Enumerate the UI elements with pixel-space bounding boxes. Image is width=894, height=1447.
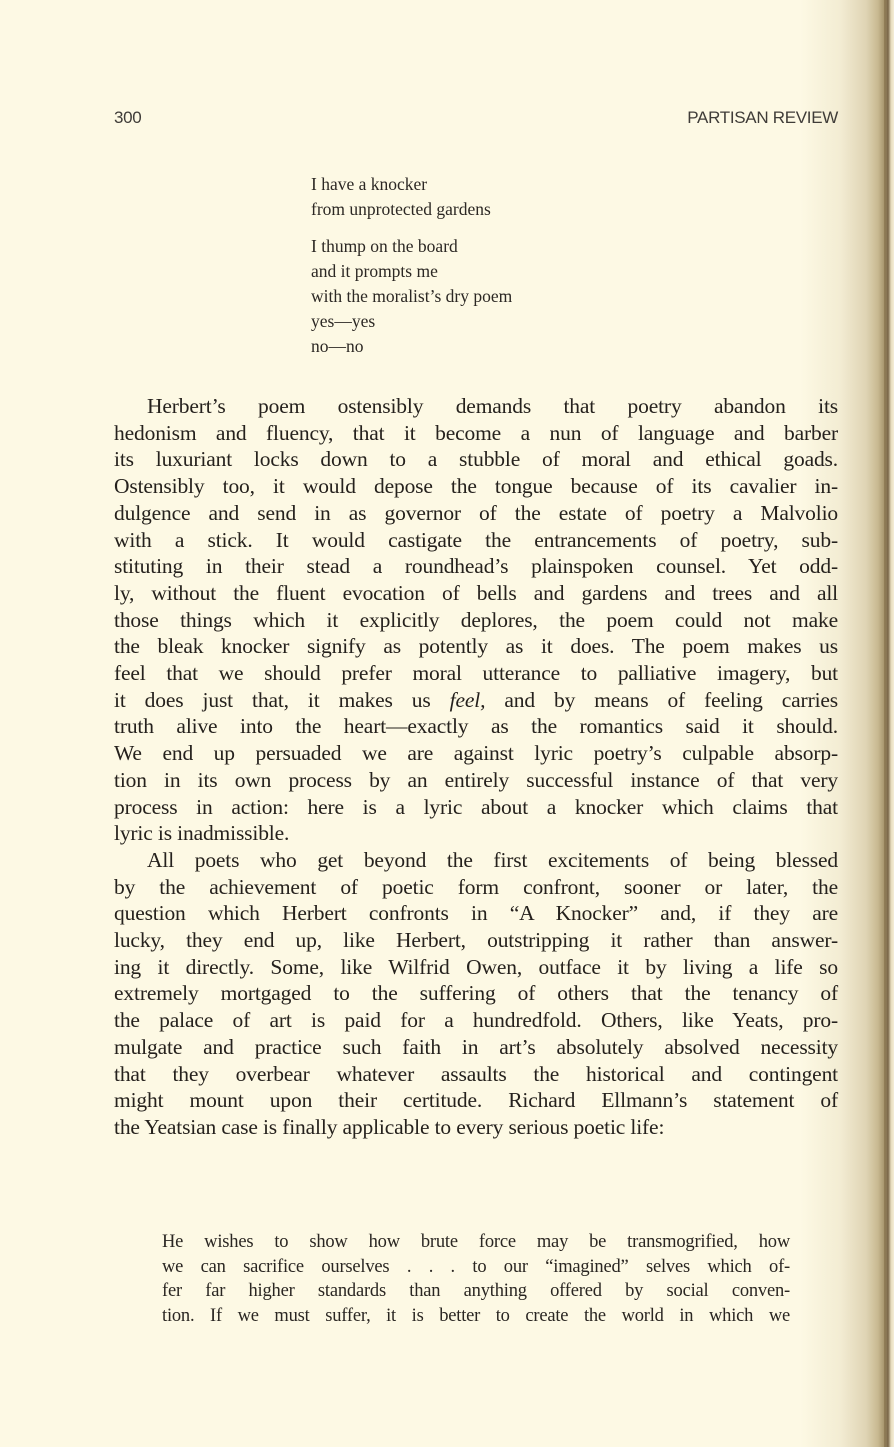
page-number: 300	[114, 108, 142, 127]
running-head	[114, 108, 838, 132]
text-line: the palace of art is paid for a hundredfold. Others, like Yeats, pro-	[114, 1008, 838, 1033]
poem-line: yes—yes	[311, 311, 376, 331]
book-spine-shadow	[884, 0, 886, 1447]
journal-title: PARTISAN REVIEW	[687, 108, 838, 127]
text-line: that they overbear whatever assaults the historical and contingent	[114, 1061, 838, 1086]
text-line: those things which it explicitly deplores, the poem could not make	[114, 607, 838, 632]
text-line: its luxuriant locks down to a stubble of moral and ethical goads.	[114, 447, 838, 472]
poem-line: no—no	[311, 336, 364, 356]
paragraph-all-poets	[114, 847, 838, 1141]
quote-line: we can sacrifice ourselves . . . to our “imagined” selves which of-	[162, 1256, 790, 1277]
poem-stanza	[311, 234, 512, 359]
text-line: process in action: here is a lyric about a knocker which claims that	[114, 794, 838, 819]
text-line: lyric is inadmissible.	[114, 821, 290, 846]
text-line: ly, without the fluent evocation of bells and gardens and trees and all	[114, 580, 838, 605]
text-line: might mount upon their certitude. Richard Ellmann’s statement of	[114, 1088, 838, 1113]
text-line: feel that we should prefer moral utterance to palliative imagery, but	[114, 661, 838, 686]
quote-line: tion. If we must suffer, it is better to create the world in which we	[162, 1305, 790, 1326]
text-line: Herbert’s poem ostensibly demands that poetry abandon its	[147, 394, 838, 418]
poem-line: from unprotected gardens	[311, 199, 491, 219]
text-line: hedonism and fluency, that it become a nun of language and barber	[114, 420, 838, 445]
text-line: the Yeatsian case is finally applicable to every serious poetic life:	[114, 1114, 665, 1139]
quote-line: He wishes to show how brute force may be transmogrified, how	[162, 1232, 790, 1252]
text-line: All poets who get beyond the first excitements of being blessed	[147, 847, 838, 872]
text-line-with-italic	[114, 687, 838, 714]
text-line: tion in its own process by an entirely successful instance of that very	[114, 767, 838, 792]
text-segment: it does just that, it makes us	[114, 687, 450, 712]
text-line: by the achievement of poetic form confront, sooner or later, the	[114, 874, 838, 899]
body-text	[114, 393, 838, 1141]
quote-line: fer far higher standards than anything offered by social conven-	[162, 1281, 790, 1301]
text-line: the bleak knocker signify as potently as it does. The poem makes us	[114, 634, 838, 659]
poem-line: I thump on the board	[311, 236, 458, 256]
text-line: extremely mortgaged to the suffering of others that the tenancy of	[114, 981, 838, 1006]
text-line: ing it directly. Some, like Wilfrid Owen, outface it by living a life so	[114, 954, 838, 979]
text-line: truth alive into the heart—exactly as the romantics said it should.	[114, 714, 838, 739]
poem-line: with the moralist’s dry poem	[311, 286, 513, 306]
text-line: Ostensibly too, it would depose the tongue because of its cavalier in-	[114, 474, 838, 499]
poem-line: and it prompts me	[311, 261, 438, 281]
text-line: question which Herbert confronts in “A Knocker” and, if they are	[114, 901, 838, 926]
ellmann-quotation	[162, 1230, 790, 1328]
text-line: with a stick. It would castigate the entrancements of poetry, sub-	[114, 527, 838, 552]
poem-excerpt	[311, 172, 512, 359]
text-line: stituting in their stead a roundhead’s plainspoken counsel. Yet odd-	[114, 554, 838, 579]
text-line: lucky, they end up, like Herbert, outstripping it rather than answer-	[114, 928, 838, 953]
poem-line: I have a knocker	[311, 174, 428, 194]
text-line: dulgence and send in as governor of the estate of poetry a Malvolio	[114, 500, 838, 525]
italic-word: feel,	[449, 687, 486, 712]
paragraph-herbert	[114, 393, 838, 847]
text-line: mulgate and practice such faith in art’s absolutely absolved necessity	[114, 1034, 838, 1059]
text-segment: and by means of feeling carries	[485, 687, 839, 712]
text-line: We end up persuaded we are against lyric poetry’s culpable absorp-	[114, 741, 838, 766]
poem-stanza	[311, 172, 512, 222]
